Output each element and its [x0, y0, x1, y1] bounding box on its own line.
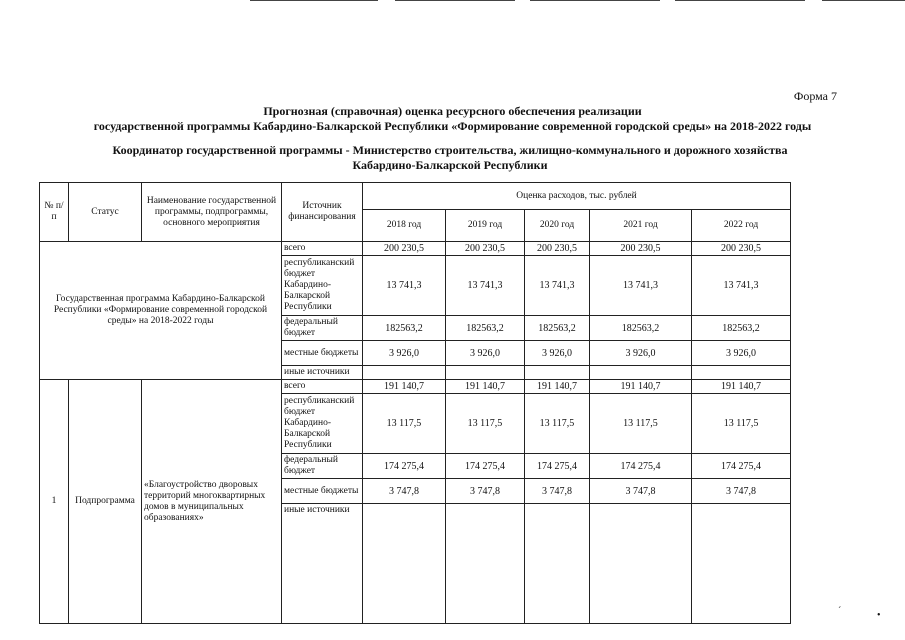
- subprogram-local-2022: 3 747,8: [692, 479, 791, 504]
- program-local-2018: 3 926,0: [363, 341, 446, 366]
- document-title-line-1: Прогнозная (справочная) оценка ресурсного обеспечения реализации: [263, 104, 642, 118]
- subprogram-federal-2018: 174 275,4: [363, 454, 446, 479]
- subprogram-local-2020: 3 747,8: [525, 479, 590, 504]
- header-estimate: Оценка расходов, тыс. рублей: [363, 183, 791, 210]
- subprogram-federal-2020: 174 275,4: [525, 454, 590, 479]
- program-total-2021: 200 230,5: [590, 242, 692, 256]
- scan-artifact-line: [822, 0, 905, 1]
- program-local-2020: 3 926,0: [525, 341, 590, 366]
- coordinator-heading: Координатор государственной программы - Министерство строительства, жилищно-коммунального и дорожного хозяйства Кабардино-Балкарской Республики: [112, 143, 788, 172]
- header-year-2019: 2019 год: [446, 210, 525, 242]
- program-total-2020: 200 230,5: [525, 242, 590, 256]
- program-republic-2021: 13 741,3: [590, 256, 692, 316]
- subprogram-total-2022: 191 140,7: [692, 380, 791, 394]
- program-total-2022: 200 230,5: [692, 242, 791, 256]
- header-year-2018: 2018 год: [363, 210, 446, 242]
- source-total: всего: [282, 242, 363, 256]
- program-federal-2021: 182563,2: [590, 316, 692, 341]
- subprogram-total-2021: 191 140,7: [590, 380, 692, 394]
- subprogram-other-2020: [525, 504, 590, 624]
- form-label: Форма 7: [793, 89, 837, 103]
- header-num: № п/п: [40, 183, 69, 242]
- program-federal-2022: 182563,2: [692, 316, 791, 341]
- scan-speck: •: [877, 610, 881, 621]
- header-status: Статус: [69, 183, 142, 242]
- subprogram-republic-2021: 13 117,5: [590, 394, 692, 454]
- source-federal: федеральный бюджет: [282, 316, 363, 341]
- program-federal-2019: 182563,2: [446, 316, 525, 341]
- scan-artifact-line: [675, 0, 805, 1]
- program-republic-2022: 13 741,3: [692, 256, 791, 316]
- subprogram-status: Подпрограмма: [69, 380, 142, 624]
- program-other-2022: [692, 366, 791, 380]
- scan-artifact-line: [530, 0, 660, 1]
- subprogram-republic-2019: 13 117,5: [446, 394, 525, 454]
- program-name: Государственная программа Кабардино-Балкарской Республики «Формирование современной городской среды» на 2018-2022 годы: [40, 242, 282, 380]
- subprogram-total-2020: 191 140,7: [525, 380, 590, 394]
- program-republic-2019: 13 741,3: [446, 256, 525, 316]
- source-other: иные источники: [282, 366, 363, 380]
- subprogram-republic-2018: 13 117,5: [363, 394, 446, 454]
- program-republic-2020: 13 741,3: [525, 256, 590, 316]
- program-local-2022: 3 926,0: [692, 341, 791, 366]
- subprogram-republic-2022: 13 117,5: [692, 394, 791, 454]
- document-title-line-2: государственной программы Кабардино-Балкарской Республики «Формирование современной городской среды» на 2018-2022 годы: [93, 119, 812, 133]
- subprogram-total-2019: 191 140,7: [446, 380, 525, 394]
- program-total-2018: 200 230,5: [363, 242, 446, 256]
- subprogram-federal-2019: 174 275,4: [446, 454, 525, 479]
- subprogram-other-2022: [692, 504, 791, 624]
- resource-estimate-table: [39, 182, 791, 624]
- header-year-2020: 2020 год: [525, 210, 590, 242]
- program-other-2021: [590, 366, 692, 380]
- source-federal: федеральный бюджет: [282, 454, 363, 479]
- source-local: местные бюджеты: [282, 341, 363, 366]
- subprogram-other-2021: [590, 504, 692, 624]
- scan-speck: ˊ: [838, 606, 842, 617]
- source-total: всего: [282, 380, 363, 394]
- program-local-2021: 3 926,0: [590, 341, 692, 366]
- program-total-2019: 200 230,5: [446, 242, 525, 256]
- source-other: иные источники: [282, 504, 363, 624]
- scan-artifact-line: [250, 0, 378, 1]
- header-year-2022: 2022 год: [692, 210, 791, 242]
- subprogram-republic-2020: 13 117,5: [525, 394, 590, 454]
- program-local-2019: 3 926,0: [446, 341, 525, 366]
- program-other-2019: [446, 366, 525, 380]
- header-source: Источник финансирования: [282, 183, 363, 242]
- subprogram-total-2018: 191 140,7: [363, 380, 446, 394]
- source-republic: республиканский бюджет Кабардино-Балкарской Республики: [282, 256, 363, 316]
- subprogram-local-2018: 3 747,8: [363, 479, 446, 504]
- subprogram-name: «Благоустройство дворовых территорий многоквартирных домов в муниципальных образованиях»: [142, 380, 282, 624]
- subprogram-num: 1: [40, 380, 69, 624]
- program-federal-2020: 182563,2: [525, 316, 590, 341]
- program-federal-2018: 182563,2: [363, 316, 446, 341]
- subprogram-federal-2021: 174 275,4: [590, 454, 692, 479]
- program-republic-2018: 13 741,3: [363, 256, 446, 316]
- scan-artifact-line: [395, 0, 515, 1]
- subprogram-local-2019: 3 747,8: [446, 479, 525, 504]
- source-republic: республиканский бюджет Кабардино-Балкарской Республики: [282, 394, 363, 454]
- program-other-2018: [363, 366, 446, 380]
- program-other-2020: [525, 366, 590, 380]
- header-year-2021: 2021 год: [590, 210, 692, 242]
- subprogram-other-2019: [446, 504, 525, 624]
- subprogram-local-2021: 3 747,8: [590, 479, 692, 504]
- subprogram-federal-2022: 174 275,4: [692, 454, 791, 479]
- subprogram-other-2018: [363, 504, 446, 624]
- header-name: Наименование государственной программы, подпрограммы, основного мероприятия: [142, 183, 282, 242]
- source-local: местные бюджеты: [282, 479, 363, 504]
